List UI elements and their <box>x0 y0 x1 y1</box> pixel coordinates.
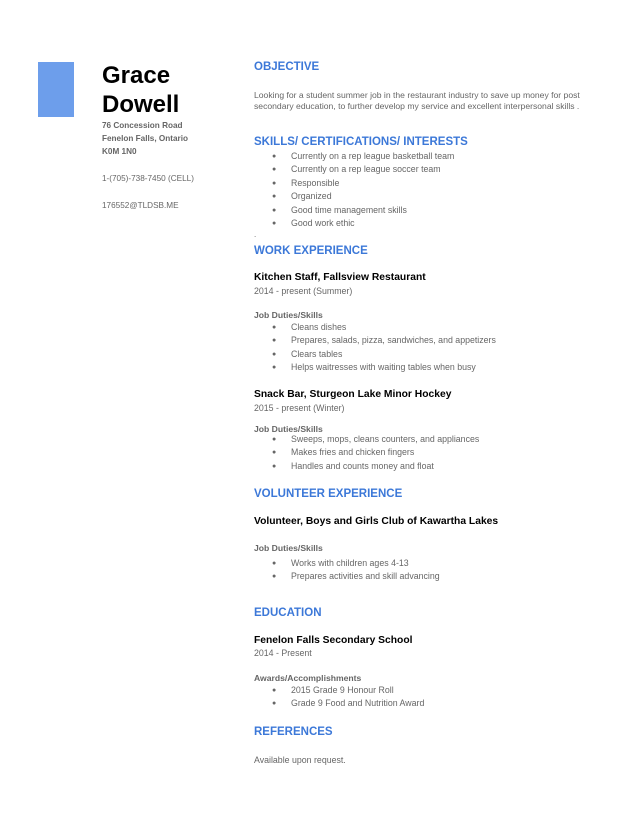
skills-list <box>254 150 454 230</box>
job-title: Kitchen Staff, Fallsview Restaurant <box>254 272 426 283</box>
volunteer-heading: VOLUNTEER EXPERIENCE <box>254 488 403 500</box>
references-heading: REFERENCES <box>254 726 333 738</box>
volunteer-title: Volunteer, Boys and Girls Club of Kawartha Lakes <box>254 516 499 527</box>
list-item: ● 2015 Grade 9 Honour Roll <box>254 684 424 697</box>
last-name: Dowell <box>102 91 180 118</box>
list-item: ● Cleans dishes <box>254 321 496 334</box>
list-item: ● Currently on a rep league basketball team <box>254 150 454 163</box>
objective-text: Looking for a student summer job in the restaurant industry to save up money for post secondary education, to further develop my service and excellent interpersonal skills . <box>254 90 580 111</box>
list-item: ● Organized <box>254 190 454 203</box>
list-item: ● Helps waitresses with waiting tables when busy <box>254 361 496 374</box>
duties-list <box>254 557 440 584</box>
job-dates: 2014 - present (Summer) <box>254 286 353 296</box>
duties-label: Job Duties/Skills <box>254 543 323 553</box>
awards-list <box>254 684 424 711</box>
list-item: ● Good time management skills <box>254 204 454 217</box>
education-heading: EDUCATION <box>254 607 322 619</box>
email-address: 176552@TLDSB.ME <box>102 201 179 210</box>
list-item: ● Sweeps, mops, cleans counters, and appliances <box>254 433 479 446</box>
duties-label: Job Duties/Skills <box>254 310 323 320</box>
postal-code: K0M 1N0 <box>102 147 137 156</box>
address-line-2: Fenelon Falls, Ontario <box>102 134 188 143</box>
list-item: ● Makes fries and chicken fingers <box>254 446 479 459</box>
awards-label: Awards/Accomplishments <box>254 673 362 683</box>
accent-block <box>38 62 74 117</box>
list-item: ● Responsible <box>254 177 454 190</box>
duties-list <box>254 433 479 473</box>
duties-label: Job Duties/Skills <box>254 424 323 434</box>
list-item: ● Prepares activities and skill advancing <box>254 570 440 583</box>
phone-number: 1-(705)-738-7450 (CELL) <box>102 174 194 183</box>
first-name: Grace <box>102 62 171 89</box>
list-item: ● Grade 9 Food and Nutrition Award <box>254 697 424 710</box>
job-dates: 2015 - present (Winter) <box>254 403 345 413</box>
work-heading: WORK EXPERIENCE <box>254 245 368 257</box>
list-item: ● Good work ethic <box>254 217 454 230</box>
job-title: Snack Bar, Sturgeon Lake Minor Hockey <box>254 389 452 400</box>
school-name: Fenelon Falls Secondary School <box>254 635 413 646</box>
objective-heading: OBJECTIVE <box>254 61 320 73</box>
stray-period: . <box>254 230 257 239</box>
contact-info <box>102 119 194 212</box>
applicant-name <box>102 61 179 119</box>
list-item: ● Works with children ages 4-13 <box>254 557 440 570</box>
skills-heading: SKILLS/ CERTIFICATIONS/ INTERESTS <box>254 136 468 148</box>
address-line-1: 76 Concession Road <box>102 121 183 130</box>
school-dates: 2014 - Present <box>254 648 312 658</box>
list-item: ● Currently on a rep league soccer team <box>254 163 454 176</box>
references-text: Available upon request. <box>254 755 346 765</box>
list-item: ● Prepares, salads, pizza, sandwiches, and appetizers <box>254 334 496 347</box>
list-item: ● Clears tables <box>254 348 496 361</box>
duties-list <box>254 321 496 375</box>
list-item: ● Handles and counts money and float <box>254 460 479 473</box>
